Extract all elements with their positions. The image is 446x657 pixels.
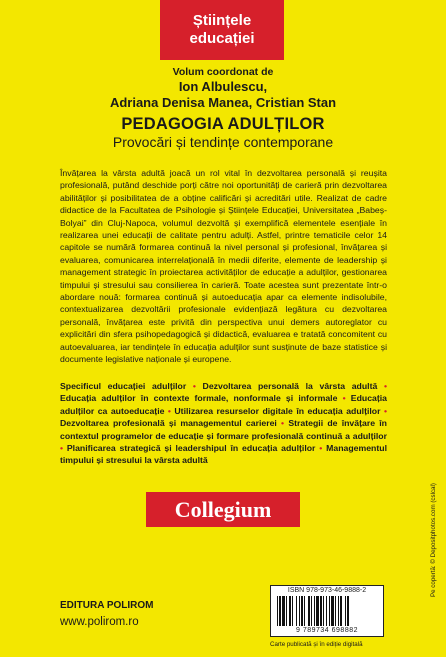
barcode-bar [345,596,346,626]
bullet-separator: • [377,381,387,391]
topic-item: Managementul timpului și stresului la vârsta adultă [60,443,387,466]
topic-item: Educația adulților ca autoeducație [60,393,388,416]
topics-list [60,380,387,467]
topic-item: Strategii de învățare în contextul programelor de educație și formare profesională continuă a adulților [60,418,387,441]
digital-edition-note: Carte publicată și în ediție digitală [270,641,363,648]
topic-item: Planificarea strategică și leadershipul în educația adulților [66,443,316,454]
bullet-separator: • [60,443,67,454]
bullet-separator: • [164,405,175,416]
cover-photo-credit: Pe copertă: © Depositphotos.com (cslcal) [430,483,437,597]
barcode-bar [347,596,349,626]
barcode-bar [296,596,297,626]
description-paragraph: Învățarea la vârsta adultă joacă un rol vital în dezvoltarea personală și reușita profesională, putând deschide porți către noi oportunități de carieră prin dezvoltarea abilităților și posibilitatea de a obține calificări și acreditări utile. Realizat de cadre didactice de la Facultatea de Psihologie și Științele Educației, Universitatea „Babeș-Bolyai” din Cluj-Napoca, volumul dezvoltă și exemplifică elementele esențiale în realizarea unei educații de calitate pentru adulți. Astfel, printre tematicile celor 14 capitole se numără formarea continuă la nivel personal și profesional, învățarea și evaluarea, comunicarea interrelațională în medii diferite, elemente de leadership și management strategic în proiectarea activităților de educație a adulților, gestionarea timpului și stresului sau consilierea în carieră. Toate acestea sunt prezentate într-o abordare nouă: formarea continuă și autoeducația apar ca elemente indisolubile, contextualizarea dezvoltării profesionale evidențiază legătura cu dezvoltarea personală, învățarea este privită din perspectiva unui demers autoreglator cu explicitări din sfera psihopedagogică și didactică, evaluarea e tratată concomitent cu autoevaluarea, iar tendințele în educația adulților sunt susținute de baze statistice și documente legislative naționale și europene. [60,168,387,365]
series-line-1: Științele [192,12,252,29]
authors-line-2: Adriana Denisa Manea, Cristian Stan [109,95,337,110]
topic-item: Dezvoltarea profesională și managementul carierei [60,418,277,429]
topic-item: Utilizarea resurselor digitale în educația adulților [174,405,381,416]
collegium-logo: Collegium [146,492,300,527]
barcode-bar [331,596,334,626]
barcode-bar [314,596,315,626]
bullet-separator: • [276,418,289,429]
book-subtitle: Provocări și tendințe contemporane [112,134,334,150]
barcode-bar [329,596,330,626]
barcode-bar [292,596,293,626]
barcode-bar [340,596,342,626]
isbn-barcode [270,585,384,637]
barcode-bar [320,596,322,626]
coordinated-by: Volum coordonat de [172,66,274,78]
series-line-2: educației [189,30,255,47]
barcode-bar [335,596,336,626]
barcode-bar [299,596,300,626]
book-header [0,66,446,151]
bullet-separator: • [337,393,351,404]
barcode-bar [316,596,319,626]
barcode-bar [301,596,303,626]
barcode-bar [286,596,287,626]
barcode-bar [338,596,339,626]
barcode-bars [275,596,379,626]
barcode-bar [279,596,281,626]
barcode-bar [304,596,305,626]
publisher-website: www.polirom.ro [60,616,139,628]
bullet-separator: • [186,381,203,391]
topic-item: Dezvoltarea personală la vârsta adultă [202,381,378,391]
series-label [160,0,284,60]
bullet-separator: • [315,443,327,454]
authors-line-1: Ion Albulescu, [178,79,268,94]
publisher-name: EDITURA POLIROM [60,600,154,611]
isbn-number: ISBN 978-973-46-9888-2 [287,587,367,594]
topic-item: Educația adulților în contexte formale, nonformale și informale [60,393,338,404]
barcode-bar [282,596,285,626]
barcode-bar [289,596,291,626]
barcode-digits: 9 789734 698882 [296,627,358,634]
bullet-separator: • [380,405,387,416]
barcode-bar [311,596,312,626]
book-title: PEDAGOGIA ADULȚILOR [121,115,325,133]
barcode-bar [323,596,324,626]
barcode-bar [308,596,310,626]
barcode-bar [326,596,327,626]
barcode-bar [277,596,278,626]
publisher-block [60,598,154,630]
topic-item: Specificul educației adulților [60,381,187,391]
